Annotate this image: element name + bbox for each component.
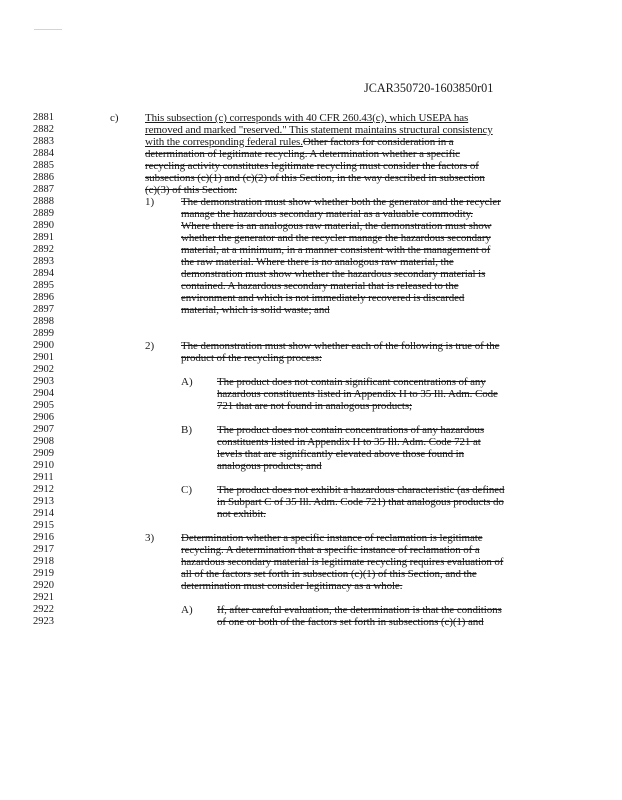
line-number: 2899 bbox=[33, 328, 54, 339]
struck-text: subsections (c)(1) and (c)(2) of this Section, in the way described in subsection bbox=[145, 172, 485, 184]
struck-text: the raw material. Where there is no analogous raw material, the bbox=[181, 256, 454, 268]
text-line bbox=[145, 172, 493, 184]
struck-text: The demonstration must show whether both the generator and the recycler bbox=[181, 196, 501, 208]
text-line bbox=[145, 136, 493, 148]
struck-text: levels that are significantly elevated above those found in bbox=[217, 448, 465, 460]
struck-text: all of the factors set forth in subsection (c)(1) of this Section, and the bbox=[181, 568, 477, 580]
line-number: 2886 bbox=[33, 172, 54, 183]
text-line bbox=[181, 580, 503, 592]
item-3a-label: A) bbox=[181, 604, 193, 616]
line-number: 2914 bbox=[33, 508, 54, 519]
line-number: 2913 bbox=[33, 496, 54, 507]
text-line bbox=[217, 424, 484, 436]
line-number: 2885 bbox=[33, 160, 54, 171]
struck-text: of one or both of the factors set forth in subsections (c)(1) and bbox=[217, 616, 484, 628]
item-1-text bbox=[181, 196, 501, 316]
item-2a-text bbox=[217, 376, 498, 412]
line-number: 2902 bbox=[33, 364, 54, 375]
item-2-label: 2) bbox=[145, 340, 155, 352]
text-line bbox=[217, 496, 504, 508]
item-3a-text bbox=[217, 604, 502, 628]
line-number: 2921 bbox=[33, 592, 54, 603]
item-2c-label: C) bbox=[181, 484, 192, 496]
line-number: 2904 bbox=[33, 388, 54, 399]
line-number: 2892 bbox=[33, 244, 54, 255]
text-line bbox=[145, 124, 493, 136]
line-number: 2898 bbox=[33, 316, 54, 327]
document-id: JCAR350720-1603850r01 bbox=[364, 81, 494, 95]
struck-text: whether the generator and the recycler manage the hazardous secondary bbox=[181, 232, 491, 244]
struck-text: determination must consider legitimacy as a whole. bbox=[181, 580, 403, 592]
text-line bbox=[181, 304, 501, 316]
text-line bbox=[145, 148, 493, 160]
line-number: 2909 bbox=[33, 448, 54, 459]
text-line bbox=[181, 292, 501, 304]
inserted-text: removed and marked "reserved." This statement maintains structural consistency bbox=[145, 124, 493, 136]
text-line bbox=[217, 448, 484, 460]
line-number: 2906 bbox=[33, 412, 54, 423]
line-number: 2910 bbox=[33, 460, 54, 471]
item-2a-label: A) bbox=[181, 376, 193, 388]
item-2b-label: B) bbox=[181, 424, 192, 436]
text-line bbox=[181, 220, 501, 232]
line-number-column bbox=[33, 112, 73, 628]
text-line bbox=[181, 280, 501, 292]
section-c-label: c) bbox=[110, 112, 119, 124]
text-line bbox=[181, 568, 503, 580]
line-number: 2887 bbox=[33, 184, 54, 195]
line-number: 2922 bbox=[33, 604, 54, 615]
item-2b-text bbox=[217, 424, 484, 472]
line-number: 2890 bbox=[33, 220, 54, 231]
text-line bbox=[217, 460, 484, 472]
item-3-text bbox=[181, 532, 503, 592]
text-line bbox=[181, 244, 501, 256]
item-1-label: 1) bbox=[145, 196, 155, 208]
line-number: 2891 bbox=[33, 232, 54, 243]
struck-text: Determination whether a specific instance of reclamation is legitimate bbox=[181, 532, 483, 544]
line-number: 2919 bbox=[33, 568, 54, 579]
struck-text: contained. A hazardous secondary material that is released to the bbox=[181, 280, 459, 292]
line-number: 2896 bbox=[33, 292, 54, 303]
item-3-label: 3) bbox=[145, 532, 155, 544]
text-line bbox=[217, 400, 498, 412]
item-2-text bbox=[181, 340, 499, 364]
struck-text: Where there is an analogous raw material, the demonstration must show bbox=[181, 220, 492, 232]
line-number: 2905 bbox=[33, 400, 54, 411]
text-line bbox=[181, 352, 499, 364]
struck-text: The product does not contain significant concentrations of any bbox=[217, 376, 486, 388]
struck-text: material, at a minimum, in a manner consistent with the management of bbox=[181, 244, 491, 256]
line-number: 2917 bbox=[33, 544, 54, 555]
line-number: 2894 bbox=[33, 268, 54, 279]
line-number: 2915 bbox=[33, 520, 54, 531]
text-line bbox=[217, 388, 498, 400]
line-number: 2923 bbox=[33, 616, 54, 627]
text-line bbox=[145, 112, 493, 124]
struck-text: The product does not contain concentrations of any hazardous bbox=[217, 424, 485, 436]
struck-text: hazardous constituents listed in Appendix H to 35 Ill. Adm. Code bbox=[217, 388, 498, 400]
text-line bbox=[217, 436, 484, 448]
line-number: 2901 bbox=[33, 352, 54, 363]
text-line bbox=[145, 184, 493, 196]
text-line bbox=[217, 616, 502, 628]
line-number: 2918 bbox=[33, 556, 54, 567]
line-number: 2911 bbox=[33, 472, 54, 483]
line-number: 2883 bbox=[33, 136, 54, 147]
struck-text: hazardous secondary material is legitimate recycling requires evaluation of bbox=[181, 556, 504, 568]
line-number: 2882 bbox=[33, 124, 54, 135]
line-number: 2881 bbox=[33, 112, 54, 123]
line-number: 2920 bbox=[33, 580, 54, 591]
struck-text: The product does not exhibit a hazardous characteristic (as defined bbox=[217, 484, 505, 496]
line-number: 2893 bbox=[33, 256, 54, 267]
struck-text: If, after careful evaluation, the determination is that the conditions bbox=[217, 604, 502, 616]
text-line bbox=[181, 196, 501, 208]
struck-text: constituents listed in Appendix H to 35 Ill. Adm. Code 721 at bbox=[217, 436, 481, 448]
line-number: 2903 bbox=[33, 376, 54, 387]
text-line bbox=[145, 160, 493, 172]
text-line bbox=[217, 376, 498, 388]
text-line bbox=[181, 268, 501, 280]
struck-text: The demonstration must show whether each of the following is true of the bbox=[181, 340, 500, 352]
line-number: 2916 bbox=[33, 532, 54, 543]
text-line bbox=[181, 556, 503, 568]
text-line bbox=[181, 232, 501, 244]
inserted-text: This subsection (c) corresponds with 40 CFR 260.43(c), which USEPA has bbox=[145, 112, 469, 124]
struck-text: recycling activity constitutes legitimate recycling must consider the factors of bbox=[145, 160, 479, 172]
text-line bbox=[181, 544, 503, 556]
section-c-text bbox=[145, 112, 493, 196]
line-number: 2895 bbox=[33, 280, 54, 291]
line-number: 2888 bbox=[33, 196, 54, 207]
line-number: 2907 bbox=[33, 424, 54, 435]
struck-text: 721 that are not found in analogous products; bbox=[217, 400, 412, 412]
struck-text: determination of legitimate recycling. A determination whether a specific bbox=[145, 148, 460, 160]
text-line bbox=[217, 604, 502, 616]
line-number: 2889 bbox=[33, 208, 54, 219]
text-line bbox=[181, 208, 501, 220]
text-line bbox=[181, 256, 501, 268]
line-number: 2912 bbox=[33, 484, 54, 495]
scan-mark bbox=[34, 29, 62, 30]
item-2c-text bbox=[217, 484, 504, 520]
struck-text: (c)(3) of this Section: bbox=[145, 184, 238, 196]
line-number: 2897 bbox=[33, 304, 54, 315]
struck-text: manage the hazardous secondary material as a valuable commodity. bbox=[181, 208, 473, 220]
line-number: 2884 bbox=[33, 148, 54, 159]
line-number: 2900 bbox=[33, 340, 54, 351]
text-line bbox=[181, 532, 503, 544]
struck-text: not exhibit. bbox=[217, 508, 266, 520]
struck-text: demonstration must show whether the hazardous secondary material is bbox=[181, 268, 486, 280]
text-line bbox=[181, 340, 499, 352]
struck-text: analogous products; and bbox=[217, 460, 322, 472]
struck-text: material, which is solid waste; and bbox=[181, 304, 330, 316]
text-line bbox=[217, 484, 504, 496]
struck-text: in Subpart C of 35 Ill. Adm. Code 721) that analogous products do bbox=[217, 496, 504, 508]
inserted-text: with the corresponding federal rules. bbox=[145, 136, 303, 148]
struck-text: environment and which is not immediately recovered is discarded bbox=[181, 292, 465, 304]
line-number: 2908 bbox=[33, 436, 54, 447]
text-line bbox=[217, 508, 504, 520]
struck-text: product of the recycling process: bbox=[181, 352, 322, 364]
struck-text: recycling. A determination that a specific instance of reclamation of a bbox=[181, 544, 480, 556]
struck-text: Other factors for consideration in a bbox=[302, 136, 454, 148]
